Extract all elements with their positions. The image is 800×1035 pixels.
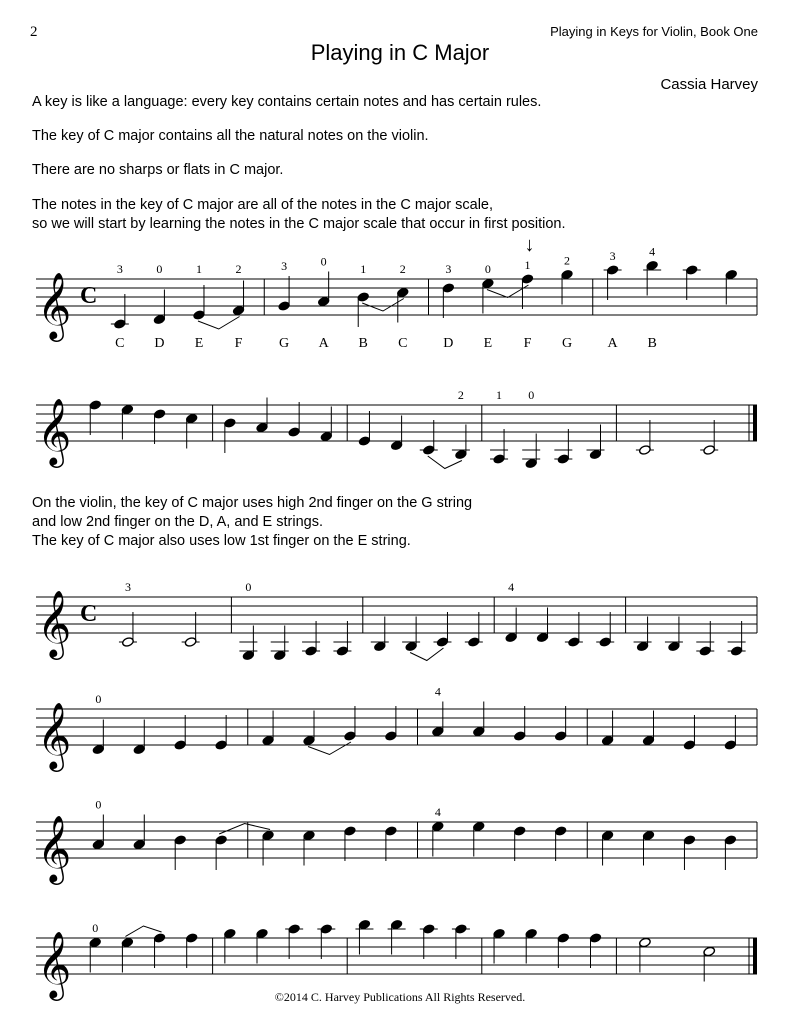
note-head	[357, 292, 370, 303]
note-head	[724, 740, 737, 751]
note-head	[184, 637, 197, 648]
fingering-number: 2	[457, 388, 464, 402]
note-head	[336, 646, 349, 657]
note-head	[725, 269, 738, 280]
note-head	[232, 305, 245, 316]
note-head	[431, 726, 444, 737]
fingering-number: 2	[235, 262, 242, 276]
final-bar-thick	[753, 405, 757, 441]
note-head	[703, 445, 716, 456]
note-head	[606, 265, 619, 276]
fingering-number: 4	[434, 684, 441, 699]
note-head	[639, 937, 652, 948]
treble-clef-icon: 𝄞	[37, 816, 72, 881]
note-head	[153, 314, 166, 325]
note-head	[305, 646, 318, 657]
note-head	[121, 937, 134, 948]
note-name: F	[234, 336, 243, 351]
note-head	[317, 296, 330, 307]
note-head	[599, 637, 612, 648]
note-head	[730, 646, 743, 657]
note-head	[224, 418, 237, 429]
note-head	[121, 404, 134, 415]
note-head	[472, 726, 485, 737]
staff-system-2	[36, 388, 757, 469]
fingering-number: 0	[320, 254, 327, 269]
page-title: Playing in C Major	[310, 40, 490, 65]
half-step-bracket	[410, 648, 443, 661]
half-step-arch	[125, 926, 161, 937]
treble-clef-icon: 𝄞	[37, 703, 72, 768]
treble-clef-icon: 𝄞	[37, 591, 72, 656]
note-head	[256, 928, 269, 939]
note-name: F	[523, 336, 532, 351]
staff-system-4	[36, 685, 757, 773]
fingering-number: 3	[116, 262, 123, 276]
note-head	[554, 826, 567, 837]
note-name: D	[154, 336, 165, 351]
note-head	[442, 283, 455, 294]
fingering-number: 0	[92, 921, 99, 935]
note-head	[215, 740, 228, 751]
note-head	[262, 735, 275, 746]
note-head	[472, 821, 485, 832]
page-number: 2	[30, 24, 38, 40]
note-head	[685, 265, 698, 276]
note-head	[133, 744, 146, 755]
note-head	[344, 826, 357, 837]
intro-line-3: There are no sharps or flats in C major.	[32, 162, 284, 178]
note-head	[521, 274, 534, 285]
note-head	[278, 301, 291, 312]
note-head	[513, 731, 526, 742]
note-name: C	[398, 336, 408, 351]
note-head	[525, 458, 538, 469]
middle-line-2: and low 2nd finger on the D, A, and E strings.	[32, 514, 323, 530]
fingering-number: 1	[524, 258, 531, 272]
final-bar-thick	[753, 938, 757, 974]
note-head	[467, 637, 480, 648]
note-head	[358, 436, 371, 447]
intro-line-4b: so we will start by learning the notes in the C major scale that occur in first position.	[32, 216, 566, 232]
note-head	[224, 928, 237, 939]
treble-clef-icon: 𝄞	[37, 273, 72, 338]
time-signature: C	[80, 283, 98, 309]
note-head	[174, 740, 187, 751]
fingering-number: 3	[445, 262, 452, 276]
treble-clef-icon: 𝄞	[37, 399, 72, 464]
note-head	[256, 422, 269, 433]
note-head	[455, 449, 468, 460]
fingering-number: 0	[95, 797, 102, 812]
fingering-number: 3	[609, 249, 616, 263]
note-head	[320, 924, 333, 935]
fingering-number: 1	[360, 262, 367, 276]
note-head	[482, 278, 495, 289]
fingering-number: 3	[124, 580, 131, 594]
note-head	[699, 646, 712, 657]
author: Cassia Harvey	[660, 76, 758, 93]
note-head	[114, 319, 127, 330]
note-head	[262, 830, 275, 841]
note-head	[601, 830, 614, 841]
note-head	[185, 413, 198, 424]
note-head	[431, 821, 444, 832]
note-head	[646, 260, 659, 271]
note-head	[557, 454, 570, 465]
treble-clef-icon: 𝄞	[37, 932, 72, 997]
note-head	[703, 946, 716, 957]
note-name: C	[115, 336, 125, 351]
fingering-number: 4	[434, 805, 441, 819]
note-head	[642, 735, 655, 746]
middle-line-1: On the violin, the key of C major uses high 2nd finger on the G string	[32, 495, 473, 511]
time-signature: C	[80, 601, 98, 627]
note-head	[724, 835, 737, 846]
note-head	[390, 919, 403, 930]
note-head	[525, 928, 538, 939]
note-name: G	[561, 336, 573, 351]
note-head	[215, 835, 228, 846]
fingering-number: 1	[195, 262, 202, 276]
note-head	[122, 637, 135, 648]
copyright-footer: ©2014 C. Harvey Publications All Rights Reserved.	[274, 990, 526, 1004]
fingering-number: 2	[564, 253, 571, 268]
note-head	[358, 919, 371, 930]
half-step-bracket	[308, 742, 351, 755]
fingering-number: 4	[508, 580, 515, 594]
note-name: A	[607, 336, 618, 351]
note-head	[422, 445, 435, 456]
down-arrow-icon: ↓	[524, 234, 535, 256]
note-head	[561, 269, 574, 280]
fingering-number: 0	[528, 388, 535, 402]
note-head	[89, 937, 102, 948]
note-head	[89, 400, 102, 411]
note-head	[422, 924, 435, 935]
fingering-number: 0	[245, 580, 252, 594]
note-head	[153, 409, 166, 420]
note-head	[513, 826, 526, 837]
note-head	[320, 431, 333, 442]
intro-line-2: The key of C major contains all the natural notes on the violin.	[32, 128, 429, 144]
note-head	[385, 731, 398, 742]
note-head	[303, 830, 316, 841]
note-head	[455, 924, 468, 935]
note-head	[174, 835, 187, 846]
note-head	[344, 731, 357, 742]
note-head	[185, 933, 198, 944]
note-head	[668, 641, 681, 652]
note-name: D	[443, 336, 454, 351]
note-head	[92, 744, 105, 755]
note-head	[554, 731, 567, 742]
staff-system-6	[36, 919, 757, 1001]
note-head	[405, 641, 418, 652]
note-head	[642, 830, 655, 841]
note-name: G	[279, 336, 290, 351]
note-head	[153, 933, 166, 944]
intro-line-1: A key is like a language: every key contains certain notes and has certain rules.	[32, 94, 542, 110]
note-head	[536, 632, 549, 643]
intro-line-4a: The notes in the key of C major are all of the notes in the C major scale,	[32, 197, 494, 213]
note-head	[589, 449, 602, 460]
staff-system-1	[36, 234, 757, 351]
fingering-number: 4	[649, 244, 656, 259]
note-head	[288, 427, 301, 438]
note-name: E	[483, 336, 493, 351]
fingering-number: 0	[95, 692, 102, 706]
note-head	[390, 440, 403, 451]
middle-paragraph	[32, 494, 752, 551]
half-step-bracket	[198, 317, 240, 330]
note-head	[683, 835, 696, 846]
note-head	[493, 454, 506, 465]
note-head	[288, 924, 301, 935]
note-name: E	[194, 336, 204, 351]
note-head	[242, 650, 255, 661]
note-head	[92, 839, 105, 850]
note-head	[589, 933, 602, 944]
fingering-number: 2	[399, 262, 406, 276]
staff-system-3	[36, 580, 757, 661]
note-head	[385, 826, 398, 837]
note-head	[505, 632, 518, 643]
note-head	[396, 287, 409, 298]
fingering-number: 1	[496, 388, 503, 402]
note-head	[601, 735, 614, 746]
note-head	[493, 928, 506, 939]
note-head	[557, 933, 570, 944]
note-head	[636, 641, 649, 652]
note-head	[639, 445, 652, 456]
fingering-number: 0	[484, 262, 491, 276]
middle-line-3: The key of C major also uses low 1st finger on the E string.	[32, 533, 411, 549]
note-head	[568, 637, 581, 648]
fingering-number: 0	[156, 262, 163, 276]
note-head	[193, 310, 206, 321]
note-name: B	[647, 336, 657, 351]
note-head	[273, 650, 286, 661]
note-name: A	[318, 336, 329, 351]
running-head: Playing in Keys for Violin, Book One	[550, 24, 758, 39]
note-head	[436, 637, 449, 648]
note-name: B	[358, 336, 368, 351]
note-head	[303, 735, 316, 746]
note-head	[373, 641, 386, 652]
fingering-number: 3	[281, 259, 288, 273]
half-step-arch	[219, 824, 270, 835]
staff-system-5	[36, 798, 757, 886]
note-head	[683, 740, 696, 751]
note-head	[133, 839, 146, 850]
